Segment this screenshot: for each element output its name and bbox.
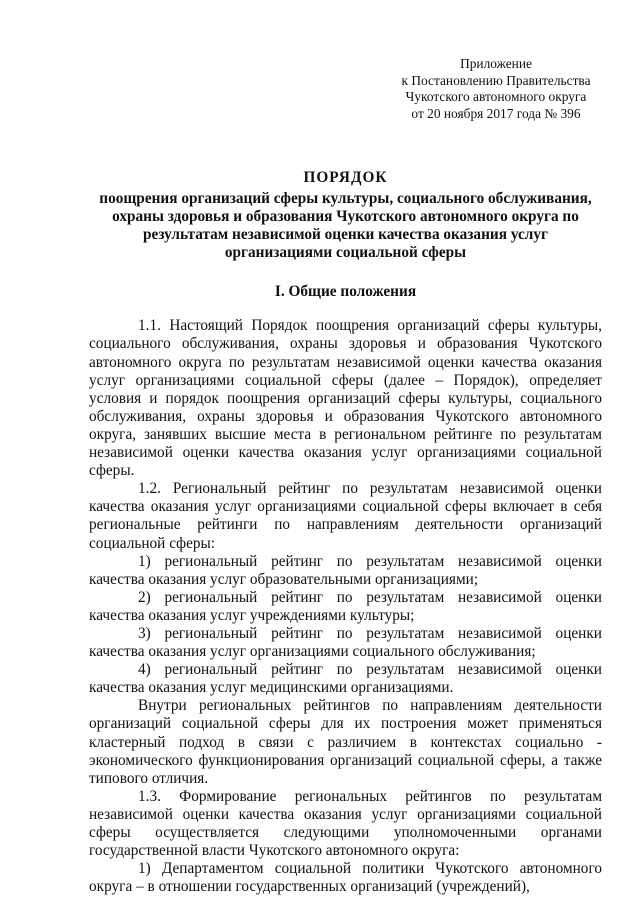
list-item-1: 1) региональный рейтинг по результатам независимой оценки качества оказания услуг образовательными организациями;	[89, 552, 602, 588]
appendix-line-3: Чукотского автономного округа	[405, 89, 587, 105]
section-heading: I. Общие положения	[274, 283, 417, 301]
list-item-1-3-1: 1) Департаментом социальной политики Чукотского автономного округа – в отношении государственных организаций (учреждений),	[89, 860, 602, 896]
appendix-line-4: от 20 ноября 2017 года № 396	[411, 105, 581, 121]
appendix-line-1: Приложение	[460, 56, 532, 71]
paragraph-1-1: 1.1. Настоящий Порядок поощрения организаций сферы культуры, социального обслуживания, охраны здоровья и образования Чукотского автономного округа по результатам независимой оценки качества оказания услуг организациями социальной сферы (далее – Порядок), определяет условия и порядок поощрения организаций сферы культуры, социального обслуживания, охраны здоровья и образования Чукотского автономного округа, занявших высшие места в региональном рейтинге по результатам независимой оценки качества оказания услуг организациями социальной сферы.	[89, 317, 602, 480]
list-item-2: 2) региональный рейтинг по результатам независимой оценки качества оказания услуг учреждениями культуры;	[89, 588, 602, 624]
list-item-4: 4) региональный рейтинг по результатам независимой оценки качества оказания услуг медицинскими организациями.	[89, 661, 602, 697]
appendix-line-2: к Постановлению Правительства	[401, 72, 591, 88]
section-body	[89, 317, 602, 896]
document-subtitle: поощрения организаций сферы культуры, социального обслуживания, охраны здоровья и образования Чукотского автономного округа по результатам независимой оценки качества оказания услуг организациями социальной сферы	[99, 190, 592, 262]
appendix-block	[389, 56, 603, 122]
document-title: ПОРЯДОК	[303, 169, 388, 187]
paragraph-1-2: 1.2. Региональный рейтинг по результатам независимой оценки качества оказания услуг организациями социальной сферы включает в себя региональные рейтинги по направлениям деятельности организаций социальной сферы:	[89, 480, 602, 552]
paragraph-1-3: 1.3. Формирование региональных рейтингов по результатам независимой оценки качества оказания услуг организациями социальной сферы осуществляется следующими уполномоченными органами государственной власти Чукотского автономного округа:	[89, 787, 602, 860]
paragraph-cluster: Внутри региональных рейтингов по направлениям деятельности организаций социальной сферы для их построения может применяться кластерный подход в связи с различием в контекстах социально - экономического функционирования организаций социальной сферы, а также типового отличия.	[89, 697, 602, 787]
list-item-3: 3) региональный рейтинг по результатам независимой оценки качества оказания услуг организациями социального обслуживания;	[89, 624, 602, 661]
